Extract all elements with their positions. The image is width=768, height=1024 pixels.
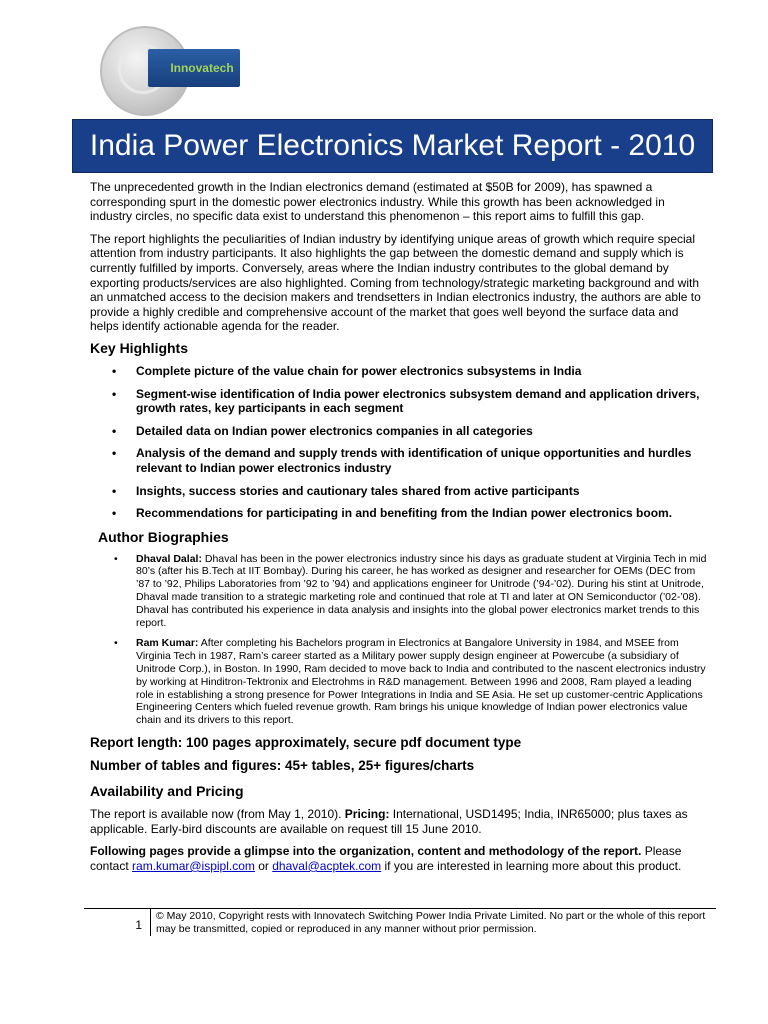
logo-text: Innovatech	[148, 49, 240, 87]
bullet-icon: •	[112, 423, 117, 438]
author-bio: After completing his Bachelors program in Electronics at Bangalore University in 1984, and MSEE from Virginia Tech in 1987, Ram’s career started as a Military power supply design engineer at Powercube (a subsidiary of Unitrode Corp.), in Boston. In 1990, Ram decided to move back to India and contributed to the nascent electronics industry by working at Hinditron-Tektronix and Electrohms in R&D management. Between 1996 and 2008, Ram played a leading role in establishing a strong presence for Power Integrations in India and SE Asia. He set up customer-centric Applications Engineering Centers which fueled revenue growth. Ram brings his unique knowledge of Indian power electronics value chain and its drivers to this report.	[136, 637, 706, 727]
key-highlights-list	[90, 364, 710, 521]
bullet-icon: •	[112, 446, 117, 461]
author-item-dhaval	[90, 553, 710, 630]
availability-text: The report is available now (from May 1, 2010). Pricing: International, USD1495; India, INR65000; plus taxes as applicable. Early-bird discounts are available on request till 15 June 2010.	[90, 807, 688, 836]
bullet-icon: •	[112, 386, 117, 401]
author-list	[90, 553, 710, 727]
list-item: • Segment-wise identification of India power electronics subsystem demand and application drivers, growth rates, key participants in each segment	[112, 386, 700, 416]
email-link-dhaval[interactable]: dhaval@acptek.com	[272, 858, 382, 873]
author-item-ram	[90, 637, 710, 727]
report-body	[90, 180, 710, 881]
bullet-icon: •	[112, 506, 117, 521]
list-item: • Recommendations for participating in and benefiting from the Indian power electronics boom.	[112, 506, 673, 521]
availability-heading: Availability and Pricing	[90, 783, 244, 800]
footer-copyright: © May 2010, Copyright rests with Innovatech Switching Power India Private Limited. No part or the whole of this report may be transmitted, copied or reproduced in any manner without prior permission.	[156, 910, 706, 935]
company-logo	[96, 26, 244, 118]
email-link-ram[interactable]: ram.kumar@ispipl.com	[132, 858, 255, 873]
author-name: Dhaval Dalal:	[136, 552, 202, 565]
report-length: Report length: 100 pages approximately, secure pdf document type	[90, 735, 522, 751]
tables-figures-count: Number of tables and figures: 45+ tables, 25+ figures/charts	[90, 758, 475, 774]
key-highlights-heading: Key Highlights	[90, 339, 189, 356]
author-bio: Dhaval has been in the power electronics industry since his days as graduate student at Virginia Tech in mid 80’s (after his B.Tech at IIT Bombay). During his career, he has worked as designer and researcher for OEMs (DEC from ’87 to ’92, Philips Laboratories from ’92 to ’94) and applications engineer for Unitrode (’94-’02). During his stint at Unitrode, Dhaval made transition to a strategic marketing role and continued that role at TI and later at ON Semiconductor (’02-’08). Dhaval has contributed his experience in data analysis and insights into the global power electronics market trends to this report.	[136, 552, 707, 629]
report-title: India Power Electronics Market Report - 2010	[72, 119, 713, 173]
footer-separator	[150, 908, 151, 936]
intro-paragraph-1: The unprecedented growth in the Indian electronics demand (estimated at $50B for 2009), has spawned a corresponding spurt in the domestic power electronics industry. While this growth has been acknowledged in industry circles, no specific data exist to understand this phenomenon – this report aims to fulfill this gap.	[90, 180, 665, 224]
page-number: 1	[135, 918, 142, 932]
list-item: • Complete picture of the value chain for power electronics subsystems in India	[112, 363, 582, 378]
footer-divider	[84, 908, 716, 909]
list-item: • Detailed data on Indian power electronics companies in all categories	[112, 423, 533, 438]
bullet-icon: •	[112, 483, 117, 498]
author-biographies-heading: Author Biographies	[98, 528, 229, 545]
list-item: • Insights, success stories and cautionary tales shared from active participants	[112, 483, 580, 498]
intro-paragraph-2: The report highlights the peculiarities of Indian industry by identifying unique areas of growth which require special attention from industry participants. It also highlights the gap between the domestic demand and supply which is currently fulfilled by imports. Conversely, areas where the Indian industry contributes to the global demand by exporting products/services are also highlighted. Coming from technology/strategic marketing background and with an unmatched access to the decision makers and trendsetters in Indian electronics industry, the authors are able to provide a highly credible and comprehensive account of the market that goes well beyond the surface data and helps identify actionable agenda for the reader.	[90, 231, 701, 334]
bullet-icon: •	[114, 552, 118, 565]
bullet-icon: •	[112, 363, 117, 378]
contact-text: Following pages provide a glimpse into the organization, content and methodology of the report. Please contact ram.kumar@ispipl.com or dhaval@acptek.com if you are interested in learning more about this product.	[90, 844, 682, 873]
list-item: • Analysis of the demand and supply trends with identification of unique opportunities and hurdles relevant to Indian power electronics industry	[112, 446, 692, 475]
bullet-icon: •	[114, 637, 118, 650]
author-name: Ram Kumar:	[136, 637, 199, 650]
